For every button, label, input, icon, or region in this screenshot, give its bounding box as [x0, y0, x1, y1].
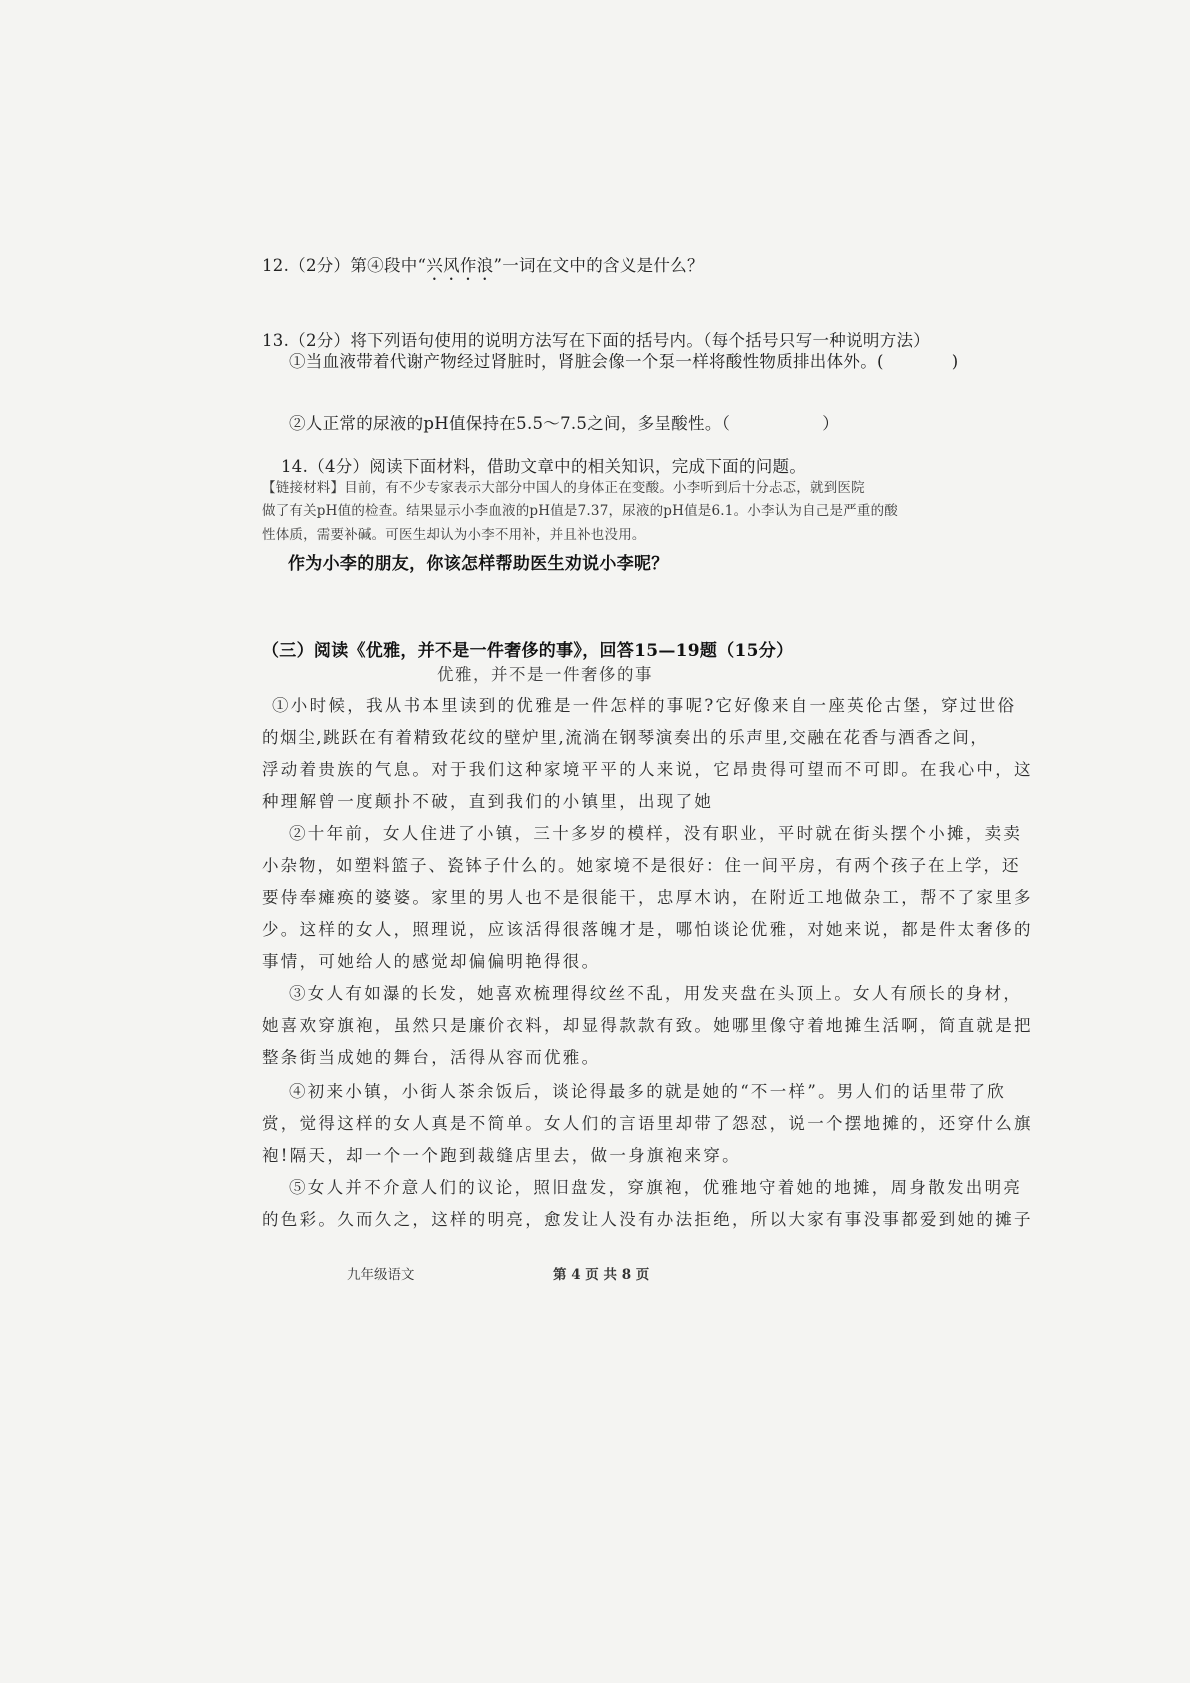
question-13-item-2-text: ②人正常的尿液的pH值保持在5.5～7.5之间，多呈酸性。（: [289, 414, 731, 433]
footer-subject: 九年级语文: [347, 1267, 415, 1283]
question-12-prefix: 12.（2分）第④段中“: [262, 256, 427, 275]
passage-line: 小杂物，如塑料篮子、瓷钵子什么的。她家境不是很好：住一间平房，有两个孩子在上学，还: [262, 856, 1021, 875]
question-13-item-2: [289, 410, 839, 434]
question-14-stem: 14.（4分）阅读下面材料，借助文章中的相关知识，完成下面的问题。: [281, 457, 807, 476]
passage-line: 她喜欢穿旗袍，虽然只是廉价衣料，却显得款款有致。她哪里像守着地摊生活啊，简直就是把: [262, 1016, 1033, 1035]
question-13-item-2-close: ）: [822, 414, 839, 433]
passage-line: 的色彩。久而久之，这样的明亮，愈发让人没有办法拒绝，所以大家有事没事都爱到她的摊子: [262, 1210, 1033, 1229]
passage-title: 优雅，并不是一件奢侈的事: [437, 665, 653, 684]
material-line-3: 性体质，需要补碱。可医生却认为小李不用补，并且补也没用。: [262, 527, 646, 543]
question-12-term: 兴风作浪: [426, 256, 494, 275]
question-13-item-1-close: ): [951, 352, 959, 371]
footer-page-number: 第 4 页 共 8 页: [553, 1267, 650, 1283]
passage-line: 事情，可她给人的感觉却偏偏明艳得很。: [262, 952, 601, 971]
question-12: [262, 252, 704, 284]
passage-line: 整条街当成她的舞台，活得从容而优雅。: [262, 1048, 601, 1067]
material-line-2: 做了有关pH值的检查。结果显示小李血液的pH值是7.37，尿液的pH值是6.1。小李认为自己是严重的酸: [262, 503, 898, 519]
passage-line: ④初来小镇，小街人茶余饭后，谈论得最多的就是她的“不一样”。男人们的话里带了欣: [289, 1082, 1007, 1101]
passage-line: 赏，觉得这样的女人真是不简单。女人们的言语里却带了怨怼，说一个摆地摊的，还穿什么旗: [262, 1114, 1033, 1133]
passage-line: ①小时候，我从书本里读到的优雅是一件怎样的事呢?它好像来自一座英伦古堡，穿过世俗: [272, 696, 1017, 715]
question-12-suffix: ”一词在文中的含义是什么？: [493, 256, 704, 275]
question-13-item-1: [289, 348, 959, 372]
passage-line: 少。这样的女人，照理说，应该活得很落魄才是，哪怕谈论优雅，对她来说，都是件太奢侈的: [262, 920, 1033, 939]
passage-line: ③女人有如瀑的长发，她喜欢梳理得纹丝不乱，用发夹盘在头顶上。女人有颀长的身材，: [289, 984, 1023, 1003]
passage-line: 种理解曾一度颠扑不破，直到我们的小镇里，出现了她: [262, 792, 714, 811]
passage-line: ⑤女人并不介意人们的议论，照旧盘发，穿旗袍，优雅地守着她的地摊，周身散发出明亮: [289, 1178, 1023, 1197]
passage-line: 的烟尘,跳跃在有着精致花纹的壁炉里,流淌在钢琴演奏出的乐声里,交融在花香与酒香之间，: [262, 728, 989, 747]
question-13-item-1-text: ①当血液带着代谢产物经过肾脏时，肾脏会像一个泵一样将酸性物质排出体外。(: [289, 352, 884, 371]
material-line-1: 【链接材料】目前，有不少专家表示大部分中国人的身体正在变酸。小李听到后十分忐忑，就到医院: [262, 480, 865, 496]
passage-line: 浮动着贵族的气息。对于我们这种家境平平的人来说，它昂贵得可望而不可即。在我心中，这: [262, 760, 1033, 779]
section-3-heading: （三）阅读《优雅，并不是一件奢侈的事》，回答15—19题（15分）: [262, 641, 794, 661]
passage-line: 要侍奉瘫痪的婆婆。家里的男人也不是很能干，忠厚木讷，在附近工地做杂工，帮不了家里多: [262, 888, 1033, 907]
passage-line: ②十年前，女人住进了小镇，三十多岁的模样，没有职业，平时就在街头摆个小摊，卖卖: [289, 824, 1023, 843]
question-14-ask: 作为小李的朋友，你该怎样帮助医生劝说小李呢？: [288, 554, 669, 574]
question-13-stem: 13.（2分）将下列语句使用的说明方法写在下面的括号内。（每个括号只写一种说明方法）: [262, 331, 931, 350]
passage-line: 袍!隔天，却一个一个跑到裁缝店里去，做一身旗袍来穿。: [262, 1146, 741, 1165]
